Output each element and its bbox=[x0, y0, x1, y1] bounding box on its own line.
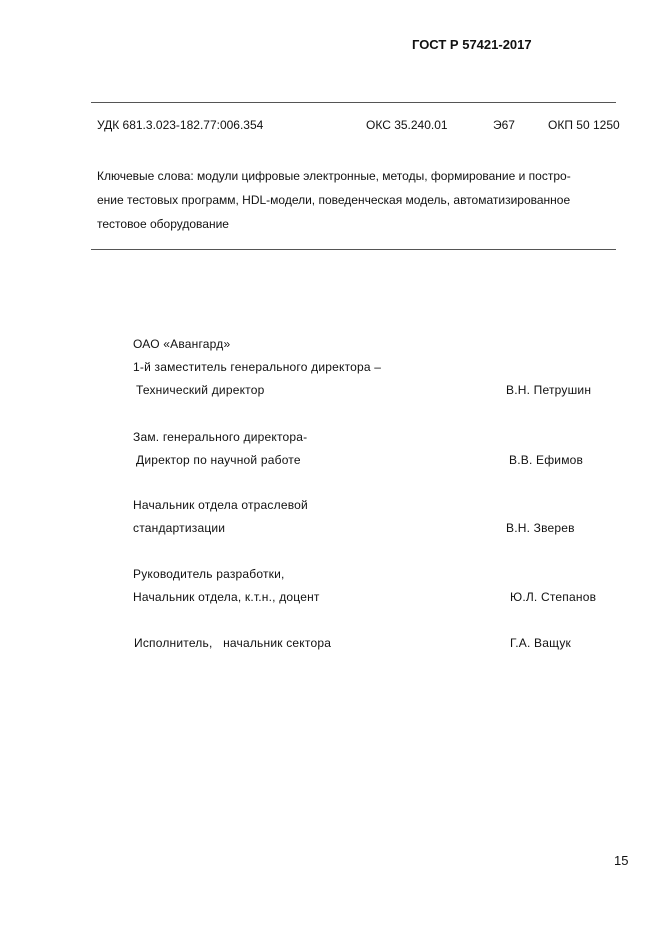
keywords-line: тестовое оборудование bbox=[97, 217, 229, 231]
keywords-paragraph bbox=[97, 164, 623, 236]
okp-code: ОКП 50 1250 bbox=[548, 118, 620, 132]
oks-code: ОКС 35.240.01 bbox=[366, 118, 448, 132]
signatory-name: В.Н. Зверев bbox=[506, 521, 575, 535]
signatory-title: Руководитель разработки, bbox=[133, 567, 285, 581]
signatory-name: В.В. Ефимов bbox=[509, 453, 584, 467]
signatory-title: Зам. генерального директора- bbox=[133, 430, 308, 444]
group-code: Э67 bbox=[493, 118, 515, 132]
page-number: 15 bbox=[614, 853, 629, 868]
signatory-name: В.Н. Петрушин bbox=[506, 383, 592, 397]
signatory-title: Начальник отдела отраслевой bbox=[133, 498, 308, 512]
signatory-title: Директор по научной работе bbox=[136, 453, 301, 467]
udk-code: УДК 681.3.023-182.77:006.354 bbox=[97, 118, 264, 132]
signatory-title: стандартизации bbox=[133, 521, 226, 535]
signatory-title: Технический директор bbox=[136, 383, 265, 397]
standard-code: ГОСТ Р 57421-2017 bbox=[412, 37, 532, 52]
signatory-title: Исполнитель, начальник сектора bbox=[134, 636, 332, 650]
signatory-name: Г.А. Ващук bbox=[510, 636, 571, 650]
signatory-title: Начальник отдела, к.т.н., доцент bbox=[133, 590, 320, 604]
signatory-name: Ю.Л. Степанов bbox=[510, 590, 597, 604]
top-divider bbox=[91, 102, 616, 103]
organization-name: ОАО «Авангард» bbox=[133, 337, 231, 351]
keywords-line: ение тестовых программ, HDL-модели, поведенческая модель, автоматизированное bbox=[97, 193, 571, 207]
bottom-divider bbox=[91, 249, 616, 250]
signatory-title: 1-й заместитель генерального директора – bbox=[133, 360, 382, 374]
keywords-line: Ключевые слова: модули цифровые электронные, методы, формирование и постро- bbox=[97, 169, 571, 183]
